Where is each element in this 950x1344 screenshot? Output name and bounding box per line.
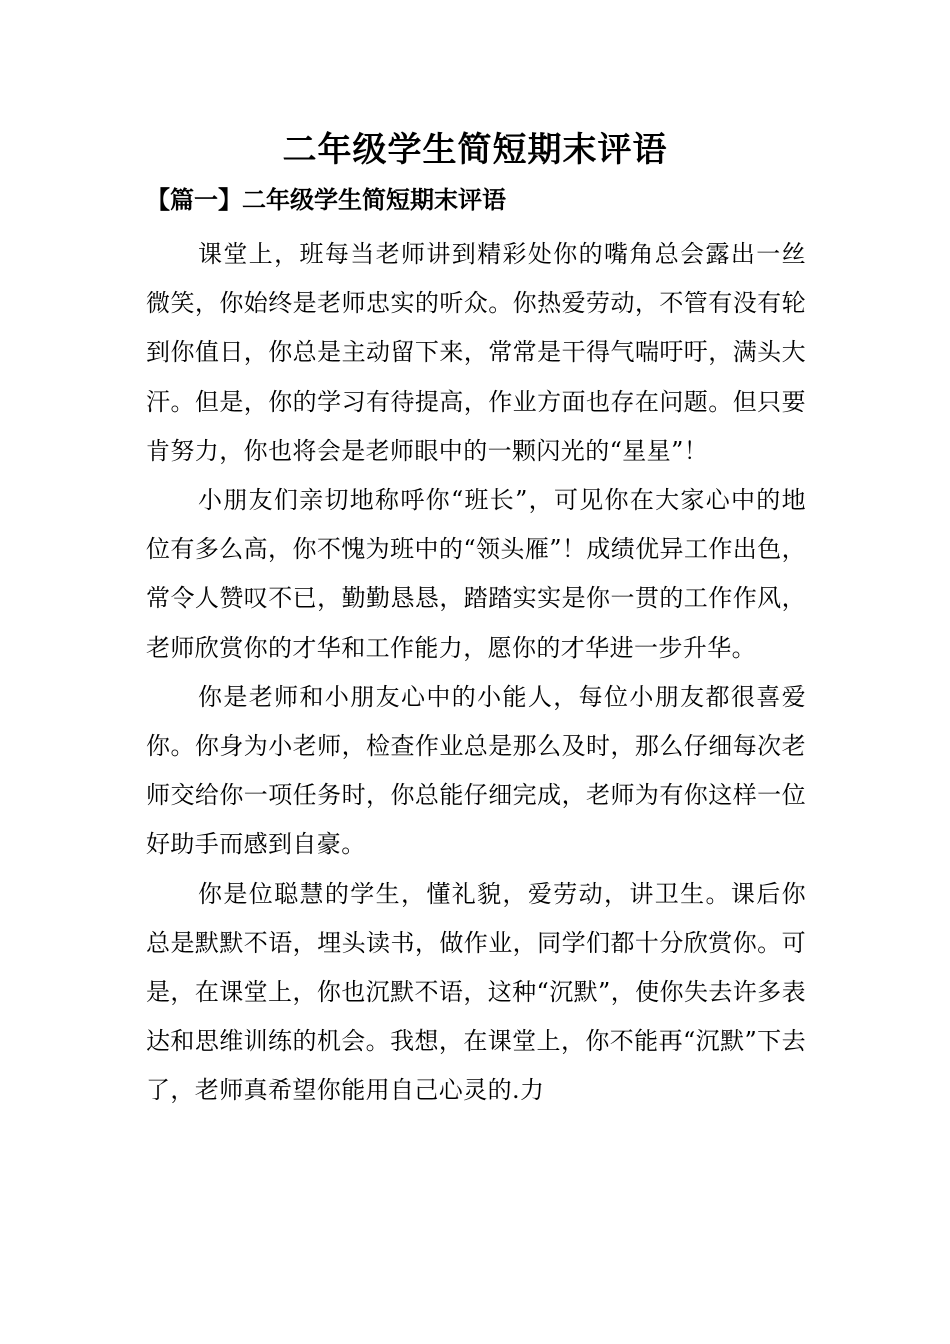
section-heading: 【篇一】二年级学生简短期末评语 bbox=[146, 185, 506, 214]
paragraph-2: 小朋友们亲切地称呼你“班长”，可见你在大家心中的地位有多么高，你不愧为班中的“领头雁”！成绩优异工作出色，常令人赞叹不已，勤勤恳恳，踏踏实实是你一贯的工作作风，老师欣赏你的才华和工作能力，愿你的才华进一步升华。 bbox=[146, 486, 806, 662]
paragraph-3: 你是老师和小朋友心中的小能人，每位小朋友都很喜爱你。你身为小老师，检查作业总是那么及时，那么仔细每次老师交给你一项任务时，你总能仔细完成，老师为有你这样一位好助手而感到自豪。 bbox=[146, 682, 806, 859]
paragraph-4: 你是位聪慧的学生，懂礼貌，爱劳动，讲卫生。课后你总是默默不语，埋头读书，做作业，同学们都十分欣赏你。可是，在课堂上，你也沉默不语，这种“沉默”，使你失去许多表达和思维训练的机会。我想，在课堂上，你不能再“沉默”下去了，老师真希望你能用自己心灵的.力 bbox=[146, 879, 806, 1105]
document-title: 二年级学生简短期末评语 bbox=[282, 130, 668, 170]
paragraph-1: 课堂上，班每当老师讲到精彩处你的嘴角总会露出一丝微笑，你始终是老师忠实的听众。你热爱劳动，不管有没有轮到你值日，你总是主动留下来，常常是干得气喘吁吁，满头大汗。但是，你的学习有待提高，作业方面也存在问题。但只要肯努力，你也将会是老师眼中的一颗闪光的“星星”！ bbox=[146, 240, 806, 465]
document-body bbox=[146, 230, 806, 1116]
